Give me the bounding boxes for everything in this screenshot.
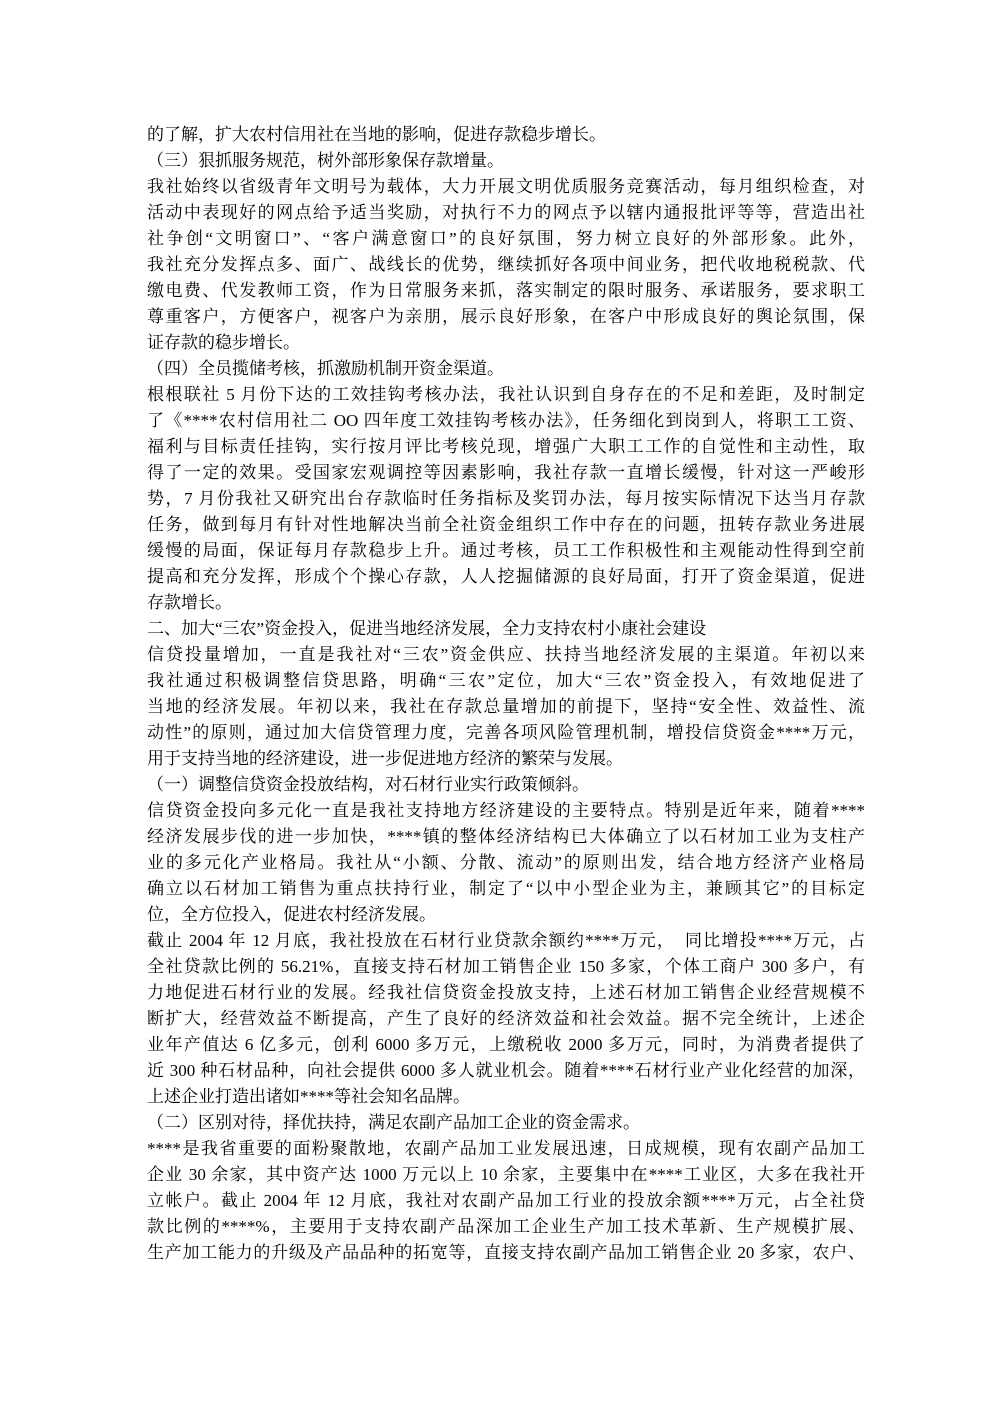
text-line: 上述企业打造出诸如****等社会知名品牌。 (147, 1087, 470, 1106)
text-line: 生产加工能力的升级及产品品种的拓宽等，直接支持农副产品加工销售企业 20 多家，农户、 (147, 1243, 865, 1262)
text-line: 断扩大，经营效益不断提高，产生了良好的经济效益和社会效益。据不完全统计，上述企 (147, 1009, 865, 1028)
text-line: 存款增长。 (147, 593, 232, 612)
text-line: （四）全员揽储考核，抓激励机制开资金渠道。 (147, 359, 504, 378)
text-line: 经济发展步伐的进一步加快，****镇的整体经济结构已大体确立了以石材加工业为支柱产 (147, 827, 865, 846)
paragraph (147, 356, 865, 382)
text-line: 业年产值达 6 亿多元，创利 6000 多万元，上缴税收 2000 多万元，同时，为消费者提供了 (147, 1035, 865, 1054)
paragraph (147, 122, 865, 148)
paragraph (147, 928, 865, 1110)
text-line: 款比例的****%，主要用于支持农副产品深加工企业生产加工技术革新、生产规模扩展、 (147, 1217, 865, 1236)
text-line: 根根联社 5 月份下达的工效挂钩考核办法，我社认识到自身存在的不足和差距，及时制定 (147, 385, 865, 404)
text-line: （二）区别对待，择优扶持，满足农副产品加工企业的资金需求。 (147, 1113, 640, 1132)
text-line: 我社始终以省级青年文明号为载体，大力开展文明优质服务竞赛活动，每月组织检查，对 (147, 177, 865, 196)
paragraph (147, 616, 865, 642)
text-line: 尊重客户，方便客户，视客户为亲朋，展示良好形象，在客户中形成良好的舆论氛围，保 (147, 307, 865, 326)
text-line: （一）调整信贷资金投放结构，对石材行业实行政策倾斜。 (147, 775, 589, 794)
paragraph (147, 642, 865, 772)
text-line: 当地的经济发展。年初以来，我社在存款总量增加的前提下，坚持“安全性、效益性、流 (147, 697, 865, 716)
paragraph (147, 1110, 865, 1136)
text-line: 得了一定的效果。受国家宏观调控等因素影响，我社存款一直增长缓慢，针对这一严峻形 (147, 463, 865, 482)
paragraph (147, 148, 865, 174)
paragraph (147, 798, 865, 928)
text-line: 的了解，扩大农村信用社在当地的影响，促进存款稳步增长。 (147, 125, 606, 144)
text-line: （三）狠抓服务规范，树外部形象保存款增量。 (147, 151, 504, 170)
text-line: 缴电费、代发教师工资，作为日常服务来抓，落实制定的限时服务、承诺服务，要求职工 (147, 281, 865, 300)
text-line: 用于支持当地的经济建设，进一步促进地方经济的繁荣与发展。 (147, 749, 623, 768)
paragraph (147, 1136, 865, 1266)
text-line: 信贷资金投向多元化一直是我社支持地方经济建设的主要特点。特别是近年来，随着**** (147, 801, 865, 820)
text-line: 证存款的稳步增长。 (147, 333, 300, 352)
text-line: 缓慢的局面，保证每月存款稳步上升。通过考核，员工工作积极性和主观能动性得到空前 (147, 541, 865, 560)
text-line: 近 300 种石材品种，向社会提供 6000 多人就业机会。随着****石材行业产业化经营的加深， (147, 1061, 865, 1080)
text-line: 福利与目标责任挂钩，实行按月评比考核兑现，增强广大职工工作的自觉性和主动性，取 (147, 437, 865, 456)
text-line: 动性”的原则，通过加大信贷管理力度，完善各项风险管理机制，增投信贷资金****万元， (147, 723, 865, 742)
text-line: 了《****农村信用社二 OO 四年度工效挂钩考核办法》，任务细化到岗到人，将职工工资、 (147, 411, 865, 430)
paragraph (147, 772, 865, 798)
paragraph (147, 174, 865, 356)
text-line: 我社通过积极调整信贷思路，明确“三农”定位，加大“三农”资金投入，有效地促进了 (147, 671, 865, 690)
text-line: 立帐户。截止 2004 年 12 月底，我社对农副产品加工行业的投放余额****万元，占全社贷 (147, 1191, 865, 1210)
paragraph (147, 382, 865, 616)
text-line: 企业 30 余家，其中资产达 1000 万元以上 10 余家，主要集中在****工业区，大多在我社开 (147, 1165, 865, 1184)
text-line: ****是我省重要的面粉聚散地，农副产品加工业发展迅速，日成规模，现有农副产品加工 (147, 1139, 865, 1158)
text-line: 二、加大“三农”资金投入，促进当地经济发展，全力支持农村小康社会建设 (147, 619, 707, 638)
text-line: 任务，做到每月有针对性地解决当前全社资金组织工作中存在的问题，扭转存款业务进展 (147, 515, 865, 534)
text-line: 全社贷款比例的 56.21%，直接支持石材加工销售企业 150 多家，个体工商户 300 多户，有 (147, 957, 865, 976)
text-line: 势，7 月份我社又研究出台存款临时任务指标及奖罚办法，每月按实际情况下达当月存款 (147, 489, 865, 508)
text-line: 信贷投量增加，一直是我社对“三农”资金供应、扶持当地经济发展的主渠道。年初以来 (147, 645, 865, 664)
text-line: 截止 2004 年 12 月底，我社投放在石材行业贷款余额约****万元， 同比增投****万元，占 (147, 931, 865, 950)
text-line: 提高和充分发挥，形成个个操心存款，人人挖掘储源的良好局面，打开了资金渠道，促进 (147, 567, 865, 586)
text-line: 业的多元化产业格局。我社从“小额、分散、流动”的原则出发，结合地方经济产业格局 (147, 853, 865, 872)
text-line: 社争创“文明窗口”、“客户满意窗口”的良好氛围，努力树立良好的外部形象。此外， (147, 229, 865, 248)
document-body (147, 122, 865, 1266)
text-line: 我社充分发挥点多、面广、战线长的优势，继续抓好各项中间业务，把代收地税税款、代 (147, 255, 865, 274)
text-line: 活动中表现好的网点给予适当奖励，对执行不力的网点予以辖内通报批评等等，营造出社 (147, 203, 865, 222)
text-line: 确立以石材加工销售为重点扶持行业，制定了“以中小型企业为主，兼顾其它”的目标定 (147, 879, 865, 898)
text-line: 力地促进石材行业的发展。经我社信贷资金投放支持，上述石材加工销售企业经营规模不 (147, 983, 865, 1002)
text-line: 位，全方位投入，促进农村经济发展。 (147, 905, 436, 924)
